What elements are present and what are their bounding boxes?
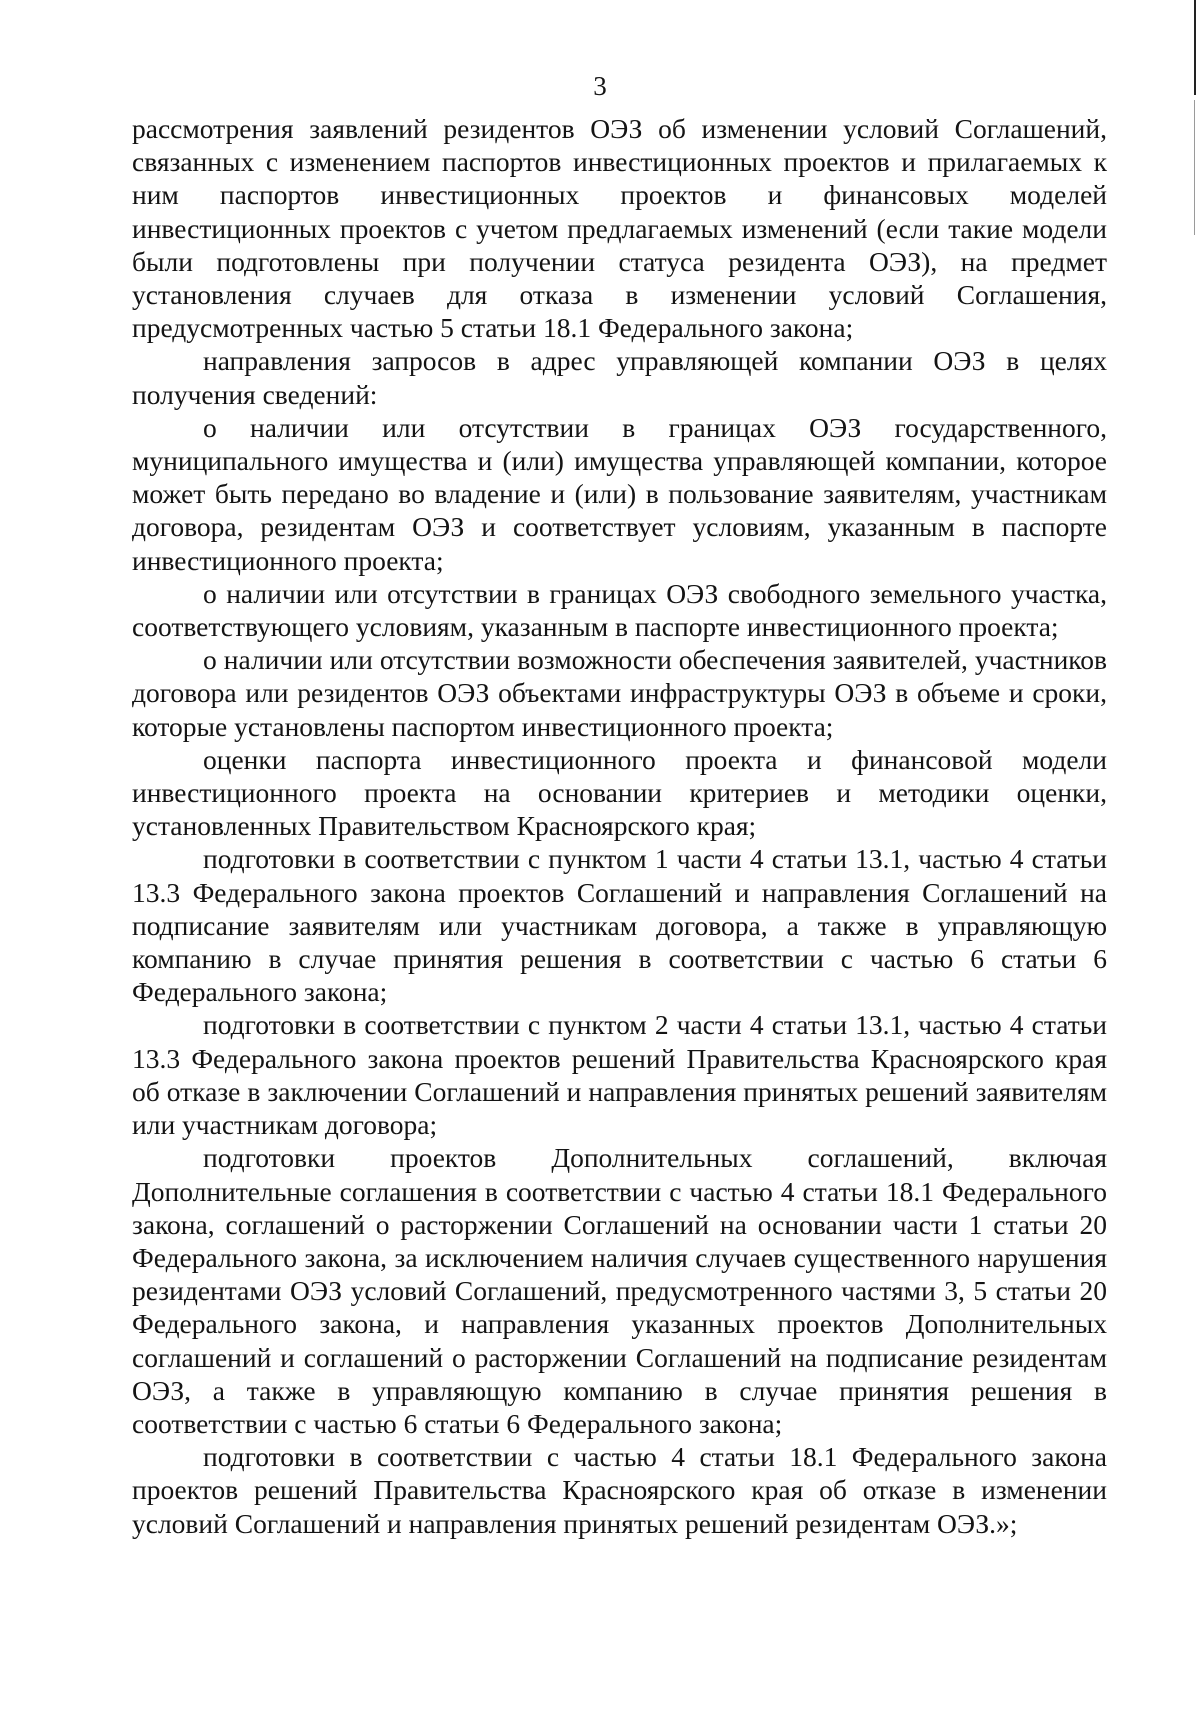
- scan-edge-mark: [1194, 100, 1195, 235]
- paragraph: рассмотрения заявлений резидентов ОЭЗ об изменении условий Соглашений, связанных с изменением паспортов инвестиционных проектов и прилагаемых к ним паспортов инвестиционных проектов и финансовых моделей инвестиционных проектов с учетом предлагаемых изменений (если такие модели были подготовлены при получении статуса резидента ОЭЗ), на предмет установления случаев для отказа в изменении условий Соглашения, предусмотренных частью 5 статьи 18.1 Федерального закона;: [132, 113, 1107, 344]
- paragraph: о наличии или отсутствии возможности обеспечения заявителей, участников договора или резидентов ОЭЗ объектами инфраструктуры ОЭЗ в объеме и сроки, которые установлены паспортом инвестиционного проекта;: [132, 644, 1107, 742]
- paragraph: о наличии или отсутствии в границах ОЭЗ государственного, муниципального имущества и (или) имущества управляющей компании, которое может быть передано во владение и (или) в пользование заявителям, участникам договора, резидентам ОЭЗ и соответствует условиям, указанным в паспорте инвестиционного проекта;: [132, 411, 1107, 576]
- paragraph: подготовки проектов Дополнительных соглашений, включая Дополнительные соглашения в соответствии с частью 4 статьи 18.1 Федерального закона, соглашений о расторжении Соглашений на основании части 1 статьи 20 Федерального закона, за исключением наличия случаев существенного нарушения резидентами ОЭЗ условий Соглашений, предусмотренного частями 3, 5 статьи 20 Федерального закона, и направления указанных проектов Дополнительных соглашений и соглашений о расторжении Соглашений на подписание резидентам ОЭЗ, а также в управляющую компанию в случае принятия решения в соответствии с частью 6 статьи 6 Федерального закона;: [132, 1142, 1107, 1439]
- paragraph: направления запросов в адрес управляющей компании ОЭЗ в целях получения сведений:: [132, 345, 1107, 410]
- paragraph: подготовки в соответствии с пунктом 2 части 4 статьи 13.1, частью 4 статьи 13.3 Федерального закона проектов решений Правительства Красноярского края об отказе в заключении Соглашений и направления принятых решений заявителям или участникам договора;: [132, 1009, 1107, 1141]
- paragraph: о наличии или отсутствии в границах ОЭЗ свободного земельного участка, соответствующего условиям, указанным в паспорте инвестиционного проекта;: [132, 577, 1107, 643]
- paragraph: подготовки в соответствии с пунктом 1 части 4 статьи 13.1, частью 4 статьи 13.3 Федерального закона проектов Соглашений и направления Соглашений на подписание заявителям или участникам договора, а также в управляющую компанию в случае принятия решения в соответствии с частью 6 статьи 6 Федерального закона;: [132, 843, 1107, 1008]
- paragraph: подготовки в соответствии с частью 4 статьи 18.1 Федерального закона проектов решений Правительства Красноярского края об отказе в изменении условий Соглашений и направления принятых решений резидентам ОЭЗ.»;: [132, 1441, 1107, 1539]
- page-number: 3: [593, 71, 607, 101]
- document-body: [132, 112, 1107, 1540]
- paragraph: оценки паспорта инвестиционного проекта и финансовой модели инвестиционного проекта на основании критериев и методики оценки, установленных Правительством Красноярского края;: [132, 743, 1107, 842]
